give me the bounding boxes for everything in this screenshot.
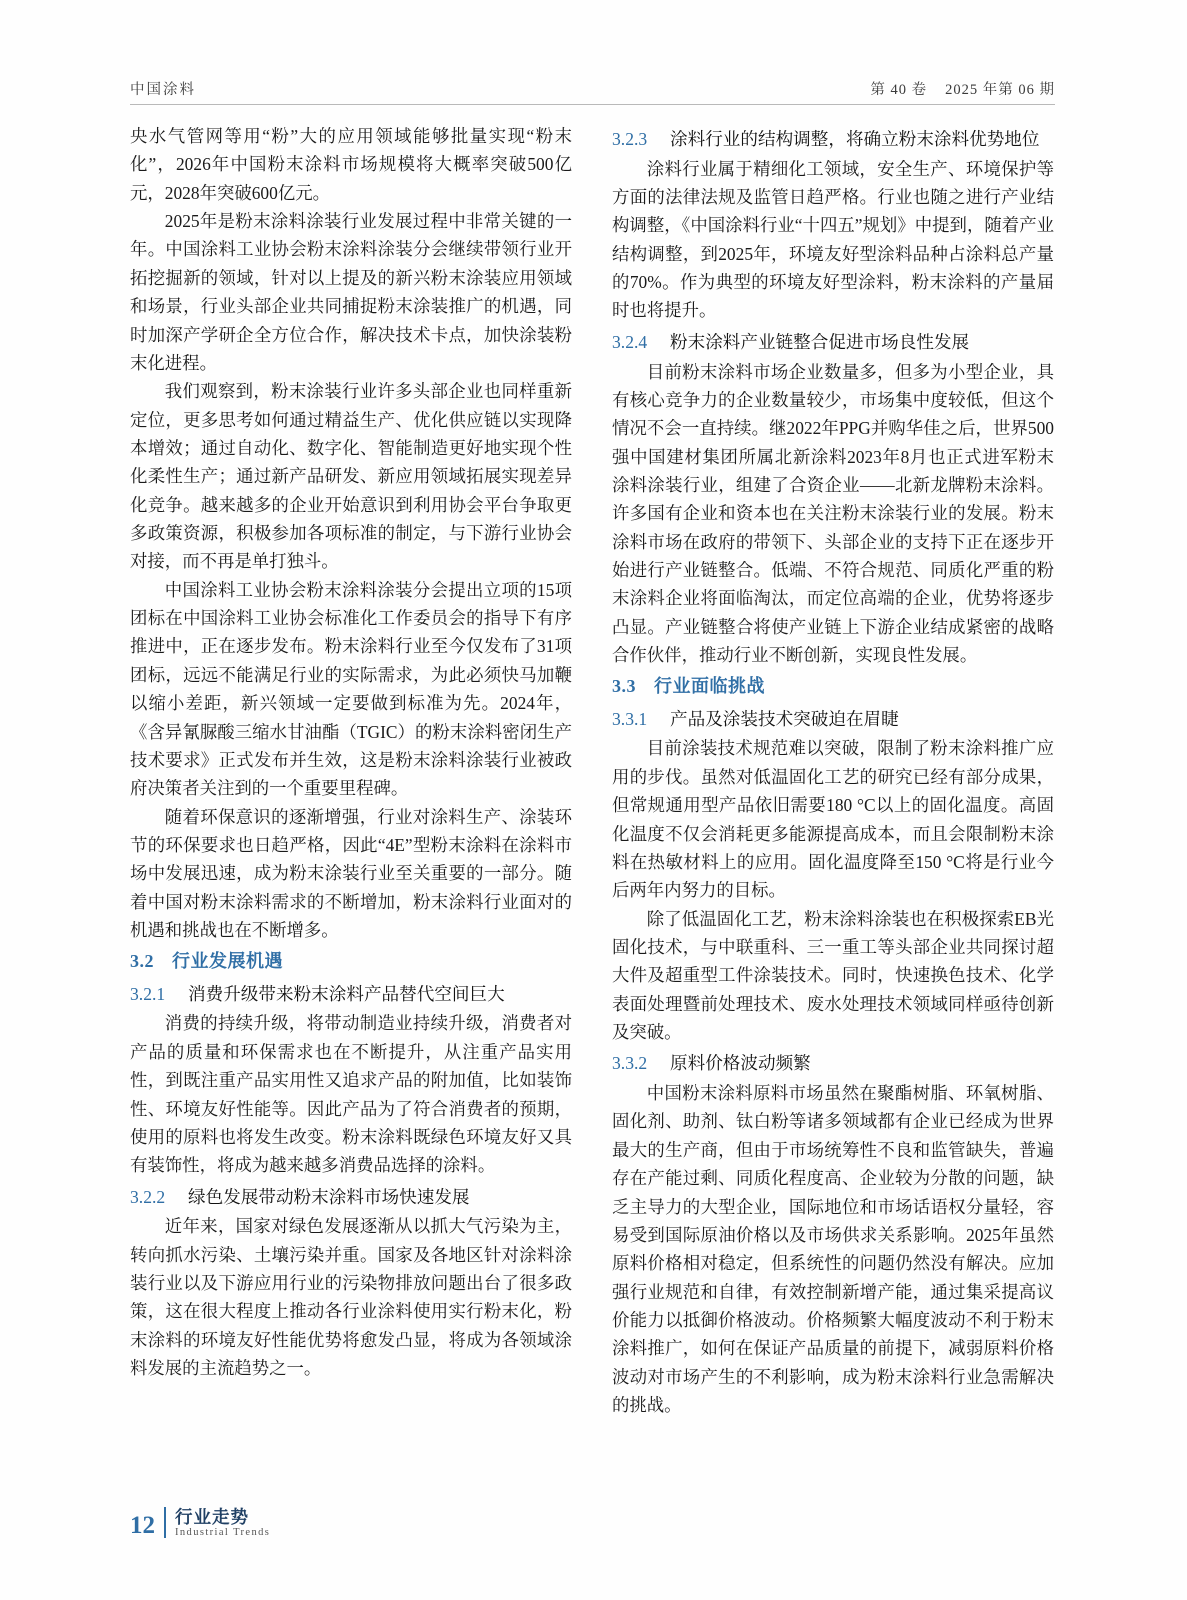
section-title: 行业面临挑战 bbox=[654, 676, 765, 697]
section-title: 行业发展机遇 bbox=[172, 951, 283, 972]
footer-section-en: Industrial Trends bbox=[175, 1527, 271, 1538]
paragraph: 中国粉末涂料原料市场虽然在聚酯树脂、环氧树脂、固化剂、助剂、钛白粉等诸多领域都有企业已经成为世界最大的生产商，但由于市场统筹性不良和监管缺失，普遍存在产能过剩、同质化程度高、企业较为分散的问题，缺乏主导力的大型企业，国际地位和市场话语权分量轻，容易受到国际原油价格以及市场供求关系影响。2025年虽然原料价格相对稳定，但系统性的问题仍然没有解决。应加强行业规范和自律，有效控制新增产能，通过集采提高议价能力以抵御价格波动。价格频繁大幅度波动不利于粉末涂料推广，如何在保证产品质量的前提下，减弱原料价格波动对市场产生的不利影响，成为粉末涂料行业急需解决的挑战。 bbox=[612, 1083, 1054, 1416]
issue-label: 2025 年第 06 期 bbox=[945, 82, 1055, 98]
paragraph: 中国涂料工业协会粉末涂料涂装分会提出立项的15项团标在中国涂料工业协会标准化工作委员会的指导下有序推进中，正在逐步发布。粉末涂料行业至今仅发布了31项团标，远远不能满足行业的实际需求，为此必须快马加鞭以缩小差距，新兴领域一定要做到标准为先。2024年，《含异氰脲酸三缩水甘油酯（TGIC）的粉末涂料密闭生产技术要求》正式发布并生效，这是粉末涂料涂装行业被政府决策者关注到的一个重要里程碑。 bbox=[130, 579, 572, 799]
paragraph: 目前涂装技术规范难以突破，限制了粉末涂料推广应用的步伐。虽然对低温固化工艺的研究已经有部分成果，但常规通用型产品依旧需要180 °C以上的固化温度。高固化温度不仅会消耗更多能源提高成本，而且会限制粉末涂料在热敏材料上的应用。固化温度降至150 °C将是行业今后两年内努力的目标。 bbox=[612, 738, 1054, 901]
section-heading-3-2 bbox=[130, 947, 572, 976]
volume-label: 第 40 卷 bbox=[870, 82, 928, 98]
section-number: 3.2.1 bbox=[130, 983, 166, 1004]
section-number: 3.2 bbox=[130, 951, 154, 972]
volume-issue bbox=[870, 78, 1055, 99]
paragraph: 目前粉末涂料市场企业数量多，但多为小型企业，具有核心竞争力的企业数量较少，市场集中度较低，但这个情况不会一直持续。继2022年PPG并购华佳之后，世界500强中国建材集团所属北新涂料2023年8月也正式进军粉末涂料涂装行业，组建了合资企业——北新龙牌粉末涂料。许多国有企业和资本也在关注粉末涂装行业的发展。粉末涂料市场在政府的带领下、头部企业的支持下正在逐步开始进行产业链整合。低端、不符合规范、同质化严重的粉末涂料企业将面临淘汰，而定位高端的企业，优势将逐步凸显。产业链整合将使产业链上下游企业结成紧密的战略合作伙伴，推动行业不断创新，实现良性发展。 bbox=[612, 361, 1054, 666]
body-columns bbox=[130, 122, 1055, 1452]
paragraph: 随着环保意识的逐渐增强，行业对涂料生产、涂装环节的环保要求也日趋严格，因此“4E”型粉末涂料在涂料市场中发展迅速，成为粉末涂装行业至关重要的一部分。随着中国对粉末涂料需求的不断增加，粉末涂料行业面对的机遇和挑战也在不断增多。 bbox=[130, 806, 572, 941]
section-heading-3-3 bbox=[612, 672, 1054, 701]
section-number: 3.3.2 bbox=[612, 1053, 648, 1074]
right-column bbox=[612, 122, 1054, 1452]
footer-section bbox=[175, 1507, 270, 1538]
page-footer bbox=[130, 1507, 270, 1538]
page-number: 12 bbox=[130, 1512, 155, 1539]
header-divider bbox=[130, 104, 1055, 105]
section-title: 涂料行业的结构调整，将确立粉末涂料优势地位 bbox=[670, 129, 1040, 149]
section-number: 3.2.2 bbox=[130, 1186, 166, 1207]
footer-divider bbox=[164, 1507, 166, 1538]
paragraph: 近年来，国家对绿色发展逐渐从以抓大气污染为主，转向抓水污染、土壤污染并重。国家及各地区针对涂料涂装行业以及下游应用行业的污染物排放问题出台了很多政策，这在很大程度上推动各行业涂料使用实行粉末化，粉末涂料的环境友好性能优势将愈发凸显，将成为各领域涂料发展的主流趋势之一。 bbox=[130, 1216, 572, 1379]
section-title: 消费升级带来粉末涂料产品替代空间巨大 bbox=[188, 983, 505, 1004]
section-number: 3.2.4 bbox=[612, 331, 648, 352]
section-heading-3-2-2 bbox=[130, 1183, 572, 1212]
paragraph: 消费的持续升级，将带动制造业持续升级，消费者对产品的质量和环保需求也在不断提升，从注重产品实用性，到既注重产品实用性又追求产品的附加值，比如装饰性、环境友好性能等。因此产品为了符合消费者的预期，使用的原料也将发生改变。粉末涂料既绿色环境友好又具有装饰性，将成为越来越多消费品选择的涂料。 bbox=[130, 1013, 572, 1176]
left-column bbox=[130, 122, 572, 1452]
section-heading-3-2-4 bbox=[612, 328, 1054, 357]
footer-section-cn: 行业走势 bbox=[175, 1506, 249, 1527]
section-number: 3.3 bbox=[612, 676, 636, 697]
section-number: 3.3.1 bbox=[612, 708, 648, 729]
section-title: 绿色发展带动粉末涂料市场快速发展 bbox=[188, 1186, 470, 1207]
paragraph: 涂料行业属于精细化工领域，安全生产、环境保护等方面的法律法规及监管日趋严格。行业也随之进行产业结构调整，《中国涂料行业“十四五”规划》中提到，随着产业结构调整，到2025年，环境友好型涂料品种占涂料总产量的70%。作为典型的环境友好型涂料，粉末涂料的产量届时也将提升。 bbox=[612, 158, 1054, 321]
section-title: 原料价格波动频繁 bbox=[670, 1053, 811, 1074]
paragraph: 央水气管网等用“粉”大的应用领域能够批量实现“粉末化”，2026年中国粉末涂料市场规模将大概率突破500亿元，2028年突破600亿元。 bbox=[130, 126, 572, 203]
section-heading-3-2-1 bbox=[130, 980, 572, 1009]
section-heading-3-2-3 bbox=[612, 125, 1054, 154]
paragraph: 2025年是粉末涂料涂装行业发展过程中非常关键的一年。中国涂料工业协会粉末涂料涂装分会继续带领行业开拓挖掘新的领域，针对以上提及的新兴粉末涂装应用领域和场景，行业头部企业共同捕捉粉末涂装推广的机遇，同时加深产学研企全方位合作，解决技术卡点，加快涂装粉末化进程。 bbox=[130, 211, 572, 373]
section-title: 产品及涂装技术突破迫在眉睫 bbox=[670, 708, 899, 729]
section-heading-3-3-2 bbox=[612, 1049, 1054, 1078]
section-number: 3.2.3 bbox=[612, 129, 648, 149]
section-heading-3-3-1 bbox=[612, 705, 1054, 734]
paragraph: 除了低温固化工艺，粉末涂料涂装也在积极探索EB光固化技术，与中联重科、三一重工等头部企业共同探讨超大件及超重型工件涂装技术。同时，快速换色技术、化学表面处理暨前处理技术、废水处理技术领域同样亟待创新及突破。 bbox=[612, 908, 1054, 1043]
paragraph: 我们观察到，粉末涂装行业许多头部企业也同样重新定位，更多思考如何通过精益生产、优化供应链以实现降本增效；通过自动化、数字化、智能制造更好地实现个性化柔性生产；通过新产品研发、新应用领域拓展实现差异化竞争。越来越多的企业开始意识到利用协会平台争取更多政策资源，积极参加各项标准的制定，与下游行业协会对接，而不再是单打独斗。 bbox=[130, 381, 572, 572]
section-title: 粉末涂料产业链整合促进市场良性发展 bbox=[670, 331, 970, 352]
running-head bbox=[130, 78, 1055, 99]
journal-name: 中国涂料 bbox=[130, 82, 196, 98]
